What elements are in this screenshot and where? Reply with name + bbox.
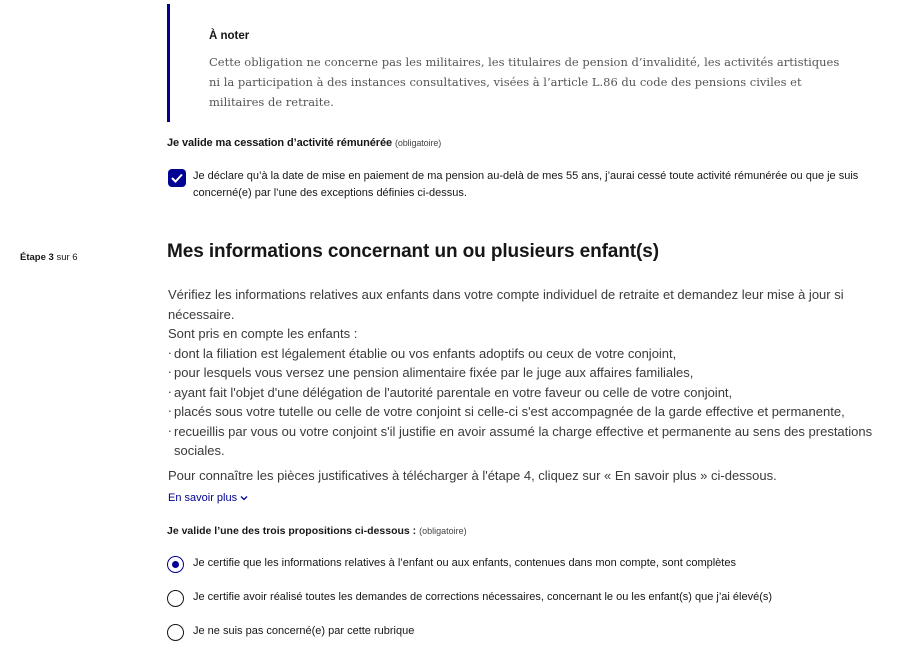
radio-button[interactable] bbox=[167, 624, 184, 641]
check-icon bbox=[171, 173, 183, 183]
en-savoir-plus-link[interactable] bbox=[168, 492, 248, 504]
chevron-down-icon bbox=[240, 495, 248, 501]
radio-label[interactable]: Je certifie avoir réalisé toutes les demandes de corrections nécessaires, concernant le ou les enfant(s) que j’ai élevé(s) bbox=[193, 591, 773, 603]
intro-paragraph: Vérifiez les informations relatives aux enfants dans votre compte individuel de retraite et demandez leur mise à jour si nécessaire. bbox=[168, 287, 844, 322]
list-item: . placés sous votre tutelle ou celle de votre conjoint si celle-ci s'est accompagnée de la garde effective et permanente, bbox=[168, 402, 893, 422]
cessation-label-text: Je valide ma cessation d’activité rémunérée bbox=[167, 137, 392, 149]
note-body: Cette obligation ne concerne pas les militaires, les titulaires de pension d’invalidité, les activités artistiques ni la participation à des instances consultatives, visées à l’article L.86 du code des pensions civiles et militaires de retraite. bbox=[209, 55, 840, 109]
step-prefix: Étape bbox=[20, 252, 46, 263]
radio-button[interactable] bbox=[167, 590, 184, 607]
list-item: . ayant fait l'objet d'une délégation de l'autorité parentale en votre faveur ou celle de votre conjoint, bbox=[168, 383, 893, 403]
step-indicator bbox=[20, 252, 78, 263]
cessation-checkbox-label[interactable]: Je déclare qu’à la date de mise en paiement de ma pension au-delà de mes 55 ans, j’aurai cessé toute activité rémunérée ou que je suis concerné(e) par l’une des exceptions définies ci-dessus. bbox=[193, 170, 859, 199]
propositions-label bbox=[167, 525, 467, 537]
children-criteria-list bbox=[168, 344, 893, 461]
note-title: À noter bbox=[209, 30, 250, 42]
propositions-label-text: Je valide l’une des trois propositions ci-dessous : bbox=[167, 525, 417, 537]
radio-label[interactable]: Je ne suis pas concerné(e) par cette rubrique bbox=[193, 625, 415, 637]
cessation-required: (obligatoire) bbox=[394, 138, 442, 148]
step-total: 6 bbox=[72, 252, 78, 263]
list-item: . pour lesquels vous versez une pension alimentaire fixée par le juge aux affaires familiales, bbox=[168, 363, 893, 383]
section-title: Mes informations concernant un ou plusieurs enfant(s) bbox=[167, 241, 659, 262]
section-intro bbox=[168, 285, 893, 461]
cessation-checkbox[interactable] bbox=[168, 169, 186, 187]
note-callout bbox=[167, 4, 860, 122]
radio-button-selected[interactable] bbox=[167, 556, 184, 573]
pieces-text: Pour connaître les pièces justificatives à télécharger à l'étape 4, cliquez sur « En savoir plus » ci-dessous. bbox=[168, 468, 777, 483]
list-item: . dont la filiation est légalement établie ou vos enfants adoptifs ou ceux de votre conjoint, bbox=[168, 344, 893, 364]
intro-list-heading: Sont pris en compte les enfants : bbox=[168, 326, 358, 341]
en-savoir-plus-label: En savoir plus bbox=[168, 492, 238, 504]
propositions-required: (obligatoire) bbox=[419, 526, 467, 536]
step-separator: sur bbox=[56, 252, 70, 263]
list-item: . recueillis par vous ou votre conjoint s'il justifie en avoir assumé la charge effective et permanente au sens des prestations sociales. bbox=[168, 422, 893, 461]
cessation-label bbox=[167, 137, 441, 149]
step-current: 3 bbox=[48, 252, 54, 263]
radio-label[interactable]: Je certifie que les informations relatives à l’enfant ou aux enfants, contenues dans mon compte, sont complètes bbox=[193, 557, 736, 569]
